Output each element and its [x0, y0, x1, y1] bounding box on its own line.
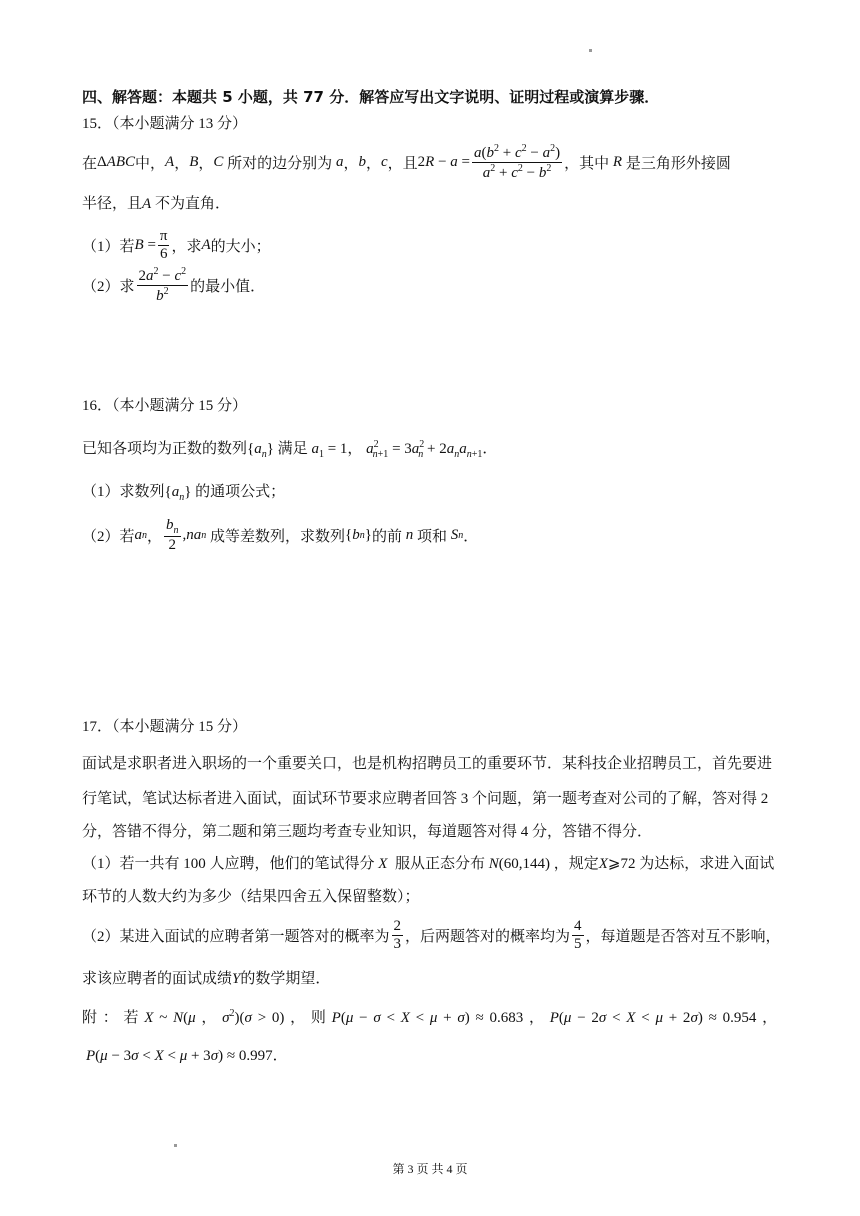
page-footer: 第 3 页 共 4 页 [392, 1162, 468, 1176]
q17-part2: （2）某进入面试的应聘者第一题答对的概率为 $\frac{2}{3}$ ，后两题答对的概率均为 $\frac{4}{5}$ ，每道题是否答对互不影响， [82, 918, 781, 952]
q15-fraction: $\frac{a(b^2 + c^2 - a^2)}{a^2 + c^2 - b^2}$ [474, 143, 561, 181]
scan-mark-bottom [174, 1144, 177, 1147]
q16-part2: （2）若 a n ， $\frac{b_n}{2}$ , na n 成等差数列，求数列 { b n } 的前 n 项和 S n ． [82, 516, 479, 553]
q17-header: 17．（本小题满分 15 分） [82, 719, 248, 735]
q15-line1: 在 Δ ABC 中， A ， B ， C 所对的边分别为 a ， b ， c ，且 2R − a = $\frac{a(b^2 + c^2 - a^2)}{a^2 + c^2 - b^2}$ ，其中 R 是三角形外接圆 [82, 143, 731, 181]
section-heading: 四、解答题：本题共 5 小题，共 77 分．解答应写出文字说明、证明过程或演算步骤． [82, 88, 660, 106]
q16-line1: 已知各项均为正数的数列$\{a_n\}$ 满足 $a_1 = 1$， $a^2_{n+1} = 3a^2_n + 2a_na_{n+1}$． [82, 439, 498, 460]
q17-note-cont: P(μ − 3σ < X < μ + 3σ) ≈ 0.997． [86, 1048, 288, 1064]
q17-note: 附 ： 若 X ~ N(μ ， $\sigma^2)(\sigma > 0)$ ， 则 P(μ − σ < X < μ + σ) ≈ 0.683 ， P(μ − 2σ < X < μ + 2σ) ≈ 0.954 ， [82, 1008, 778, 1026]
q17-line3: 分，答错不得分，第二题和第三题均考查专业知识，每道题答对得 4 分，答错不得分． [82, 824, 653, 840]
q17-part1: （1）若一共有 100 人应聘，他们的笔试得分 X 服从正态分布 N(60,144) ，规定X⩾72 为达标，求进入面试 [82, 856, 775, 872]
q15-header: 15．（本小题满分 13 分） [82, 116, 248, 132]
q17-part2-cont: 求该应聘者的面试成绩Y的数学期望． [82, 971, 331, 987]
q15-part1: （1）若 B = $\frac{\pi}{6}$ ，求 A 的大小； [82, 228, 271, 262]
q16-part1: （1）求数列$\{a_n\}$ 的通项公式； [82, 484, 286, 503]
q15-part2: （2）求 $\frac{2a^2 - c^2}{b^2}$ 的最小值． [82, 266, 266, 304]
q16-header: 16．（本小题满分 15 分） [82, 398, 248, 414]
q15-line2: 半径，且A 不为直角． [82, 196, 230, 212]
q17-part1-cont: 环节的人数大约为多少（结果四舍五入保留整数）； [82, 889, 420, 905]
q17-line1: 面试是求职者进入职场的一个重要关口，也是机构招聘员工的重要环节．某科技企业招聘员工，首先要进 [82, 756, 773, 772]
q17-line2: 行笔试，笔试达标者进入面试，面试环节要求应聘者回答 3 个问题，第一题考查对公司的了解，答对得 2 [82, 791, 769, 807]
scan-mark-top [589, 49, 592, 52]
